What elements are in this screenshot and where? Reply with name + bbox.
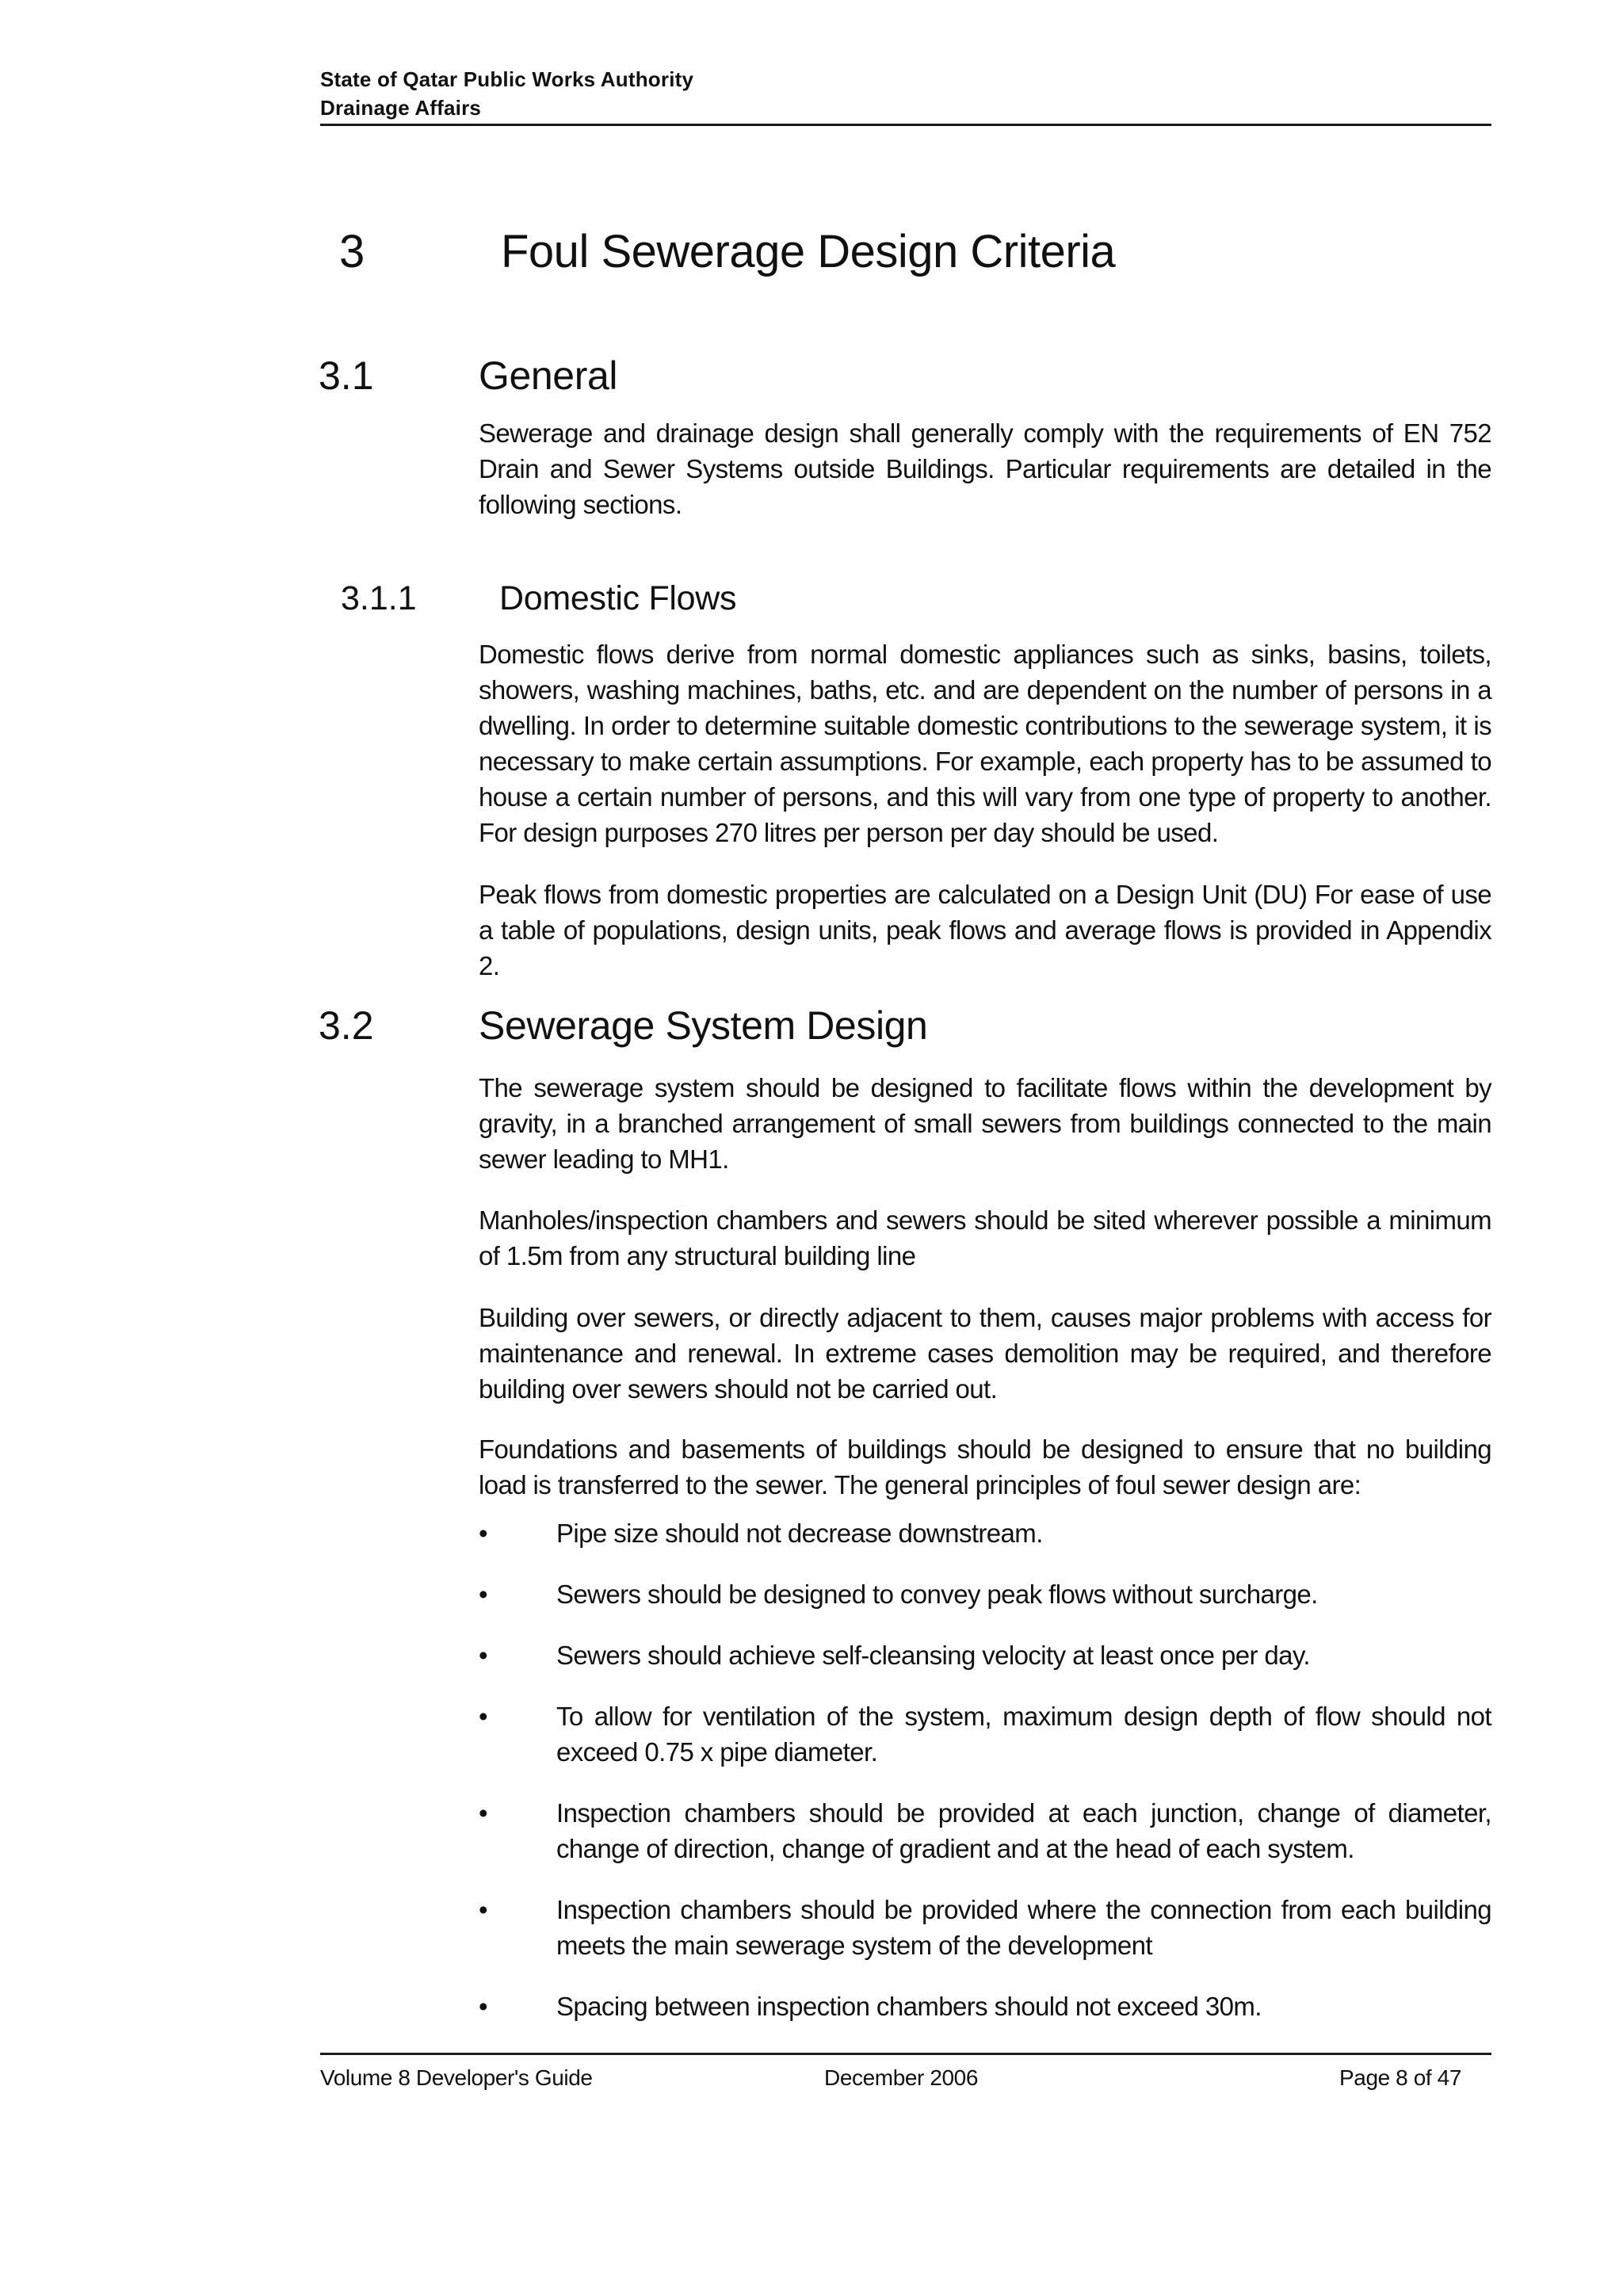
bullet-icon: • <box>479 1641 487 1670</box>
chapter-title: Foul Sewerage Design Criteria <box>501 226 1116 277</box>
list-item-text: Spacing between inspection chambers should not exceed 30m. <box>556 1992 1262 2021</box>
section-3-1-1-title: Domestic Flows <box>499 579 737 617</box>
list-item-text: Pipe size should not decrease downstream. <box>556 1519 1043 1548</box>
list-item-text: To allow for ventilation of the system, maximum design depth of flow should not exceed 0.75 x pipe diameter. <box>556 1702 1491 1767</box>
bullet-icon: • <box>479 1580 487 1609</box>
list-item-text: Sewers should be designed to convey peak flows without surcharge. <box>556 1580 1318 1609</box>
footer-document-title: Volume 8 Developer's Guide <box>320 2065 593 2090</box>
sewerage-design-paragraph-3: Building over sewers, or directly adjacent to them, causes major problems with access for maintenance and renewal. In extreme cases demolition may be required, and therefore building over sewers should not be carried out. <box>479 1303 1491 1404</box>
page-header <box>320 65 1491 126</box>
section-3-1-title: General <box>479 353 618 398</box>
section-3-2-number: 3.2 <box>319 1003 374 1048</box>
list-item <box>474 1637 1491 1673</box>
domestic-flows-paragraph-2: Peak flows from domestic properties are calculated on a Design Unit (DU) For ease of use a table of populations, design units, peak flows and average flows is provided in Appendix 2. <box>479 880 1491 980</box>
list-item <box>474 1988 1491 2024</box>
chapter-number: 3 <box>339 226 365 277</box>
list-item <box>474 1892 1491 1963</box>
domestic-flows-paragraph-1: Domestic flows derive from normal domestic appliances such as sinks, basins, toilets, showers, washing machines, baths, etc. and are dependent on the number of persons in a dwelling. In order to determine suitable domestic contributions to the sewerage system, it is necessary to make certain assumptions. For example, each property has to be assumed to house a certain number of persons, and this will vary from one type of property to another. For design purposes 270 litres per person per day should be used. <box>479 640 1491 847</box>
list-item-text: Sewers should achieve self-cleansing velocity at least once per day. <box>556 1641 1310 1670</box>
bullet-icon: • <box>479 1992 487 2021</box>
section-3-1-number: 3.1 <box>319 353 374 398</box>
bullet-icon: • <box>479 1895 487 1924</box>
header-divider <box>320 124 1491 126</box>
list-item-text: Inspection chambers should be provided where the connection from each building meets the main sewerage system of the development <box>556 1895 1491 1960</box>
bullet-icon: • <box>479 1702 487 1731</box>
sewerage-design-paragraph-2: Manholes/inspection chambers and sewers should be sited wherever possible a minimum of 1.5m from any structural building line <box>479 1205 1491 1270</box>
list-item <box>474 1795 1491 1866</box>
organization-name: State of Qatar Public Works Authority <box>320 67 694 91</box>
sewerage-design-paragraph-4: Foundations and basements of buildings should be designed to ensure that no building load is transferred to the sewer. The general principles of foul sewer design are: <box>479 1435 1491 1499</box>
list-item <box>474 1515 1491 1551</box>
bullet-icon: • <box>479 1798 487 1828</box>
bullet-icon: • <box>479 1519 487 1548</box>
footer-date: December 2006 <box>824 2065 979 2090</box>
section-3-2-title: Sewerage System Design <box>479 1003 928 1048</box>
footer-page-number: Page 8 of 47 <box>1339 2065 1461 2090</box>
design-principles-list <box>474 1515 1491 2024</box>
department-name: Drainage Affairs <box>320 96 482 120</box>
section-3-1-paragraph: Sewerage and drainage design shall generally comply with the requirements of EN 752 Drain and Sewer Systems outside Buildings. Particular requirements are detailed in the following sections. <box>479 418 1491 519</box>
section-3-1-1-number: 3.1.1 <box>341 579 417 617</box>
sewerage-design-paragraph-1: The sewerage system should be designed to facilitate flows within the development by gravity, in a branched arrangement of small sewers from buildings connected to the main sewer leading to MH1. <box>479 1073 1491 1174</box>
list-item <box>474 1698 1491 1770</box>
footer-divider <box>320 2053 1491 2055</box>
list-item <box>474 1576 1491 1612</box>
list-item-text: Inspection chambers should be provided at each junction, change of diameter, change of direction, change of gradient and at the head of each system. <box>556 1798 1491 1863</box>
